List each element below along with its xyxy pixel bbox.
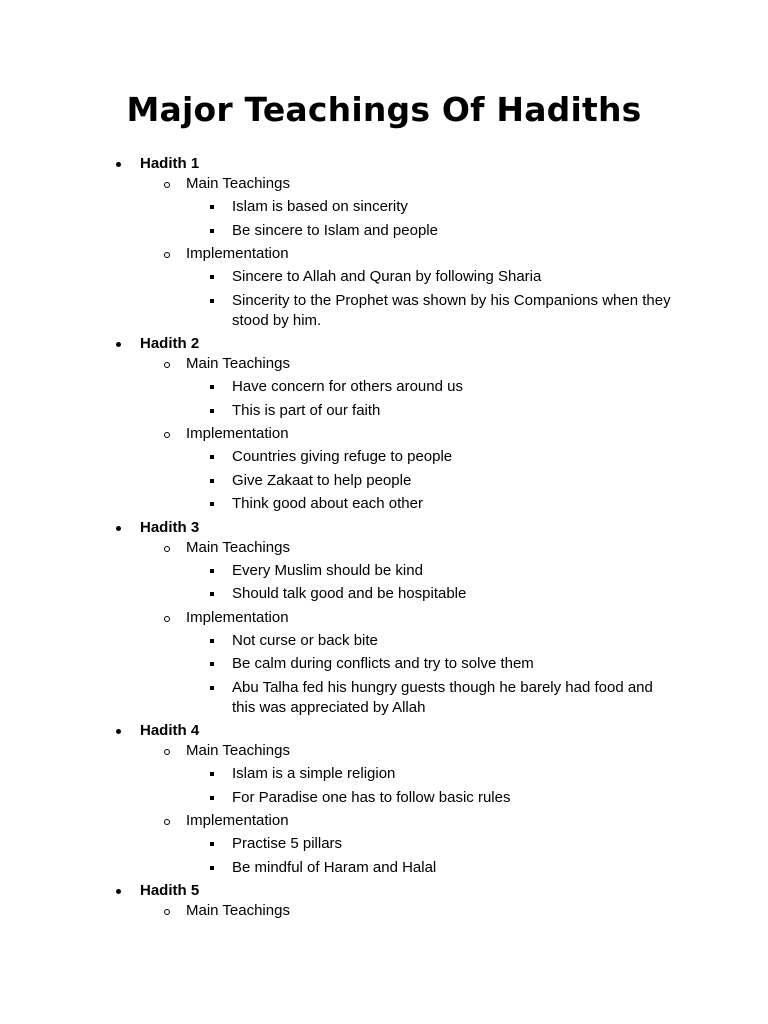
point-item <box>232 561 677 581</box>
section-heading: Main Teachings <box>186 175 290 192</box>
bullet-square-icon <box>210 772 214 776</box>
section-item <box>186 174 768 241</box>
section-item <box>186 901 768 921</box>
bullet-circle-icon <box>164 616 170 622</box>
section-heading: Implementation <box>186 812 289 829</box>
point-text: Islam is a simple religion <box>232 765 396 782</box>
page-title: Major Teachings Of Hadiths <box>126 90 642 129</box>
bullet-square-icon <box>210 502 214 506</box>
hadith-heading: Hadith 1 <box>140 155 200 172</box>
section-item <box>186 741 768 808</box>
point-text: Be calm during conflicts and try to solve them <box>232 655 534 672</box>
point-list <box>232 374 768 421</box>
point-item <box>232 377 677 397</box>
point-item <box>232 858 677 878</box>
point-list <box>232 628 768 718</box>
point-item <box>232 654 677 674</box>
bullet-square-icon <box>210 569 214 573</box>
point-item <box>232 494 677 514</box>
section-item <box>186 424 768 514</box>
section-item <box>186 811 768 878</box>
point-item <box>232 678 677 718</box>
hadith-heading: Hadith 4 <box>140 722 200 739</box>
section-item <box>186 538 768 605</box>
section-heading: Implementation <box>186 608 289 626</box>
bullet-square-icon <box>210 275 214 279</box>
bullet-square-icon <box>210 299 214 303</box>
bullet-square-icon <box>210 455 214 459</box>
bullet-circle-icon <box>164 432 170 438</box>
bullet-disc-icon <box>116 162 121 167</box>
point-text: Not curse or back bite <box>232 631 378 649</box>
section-item <box>186 354 768 421</box>
bullet-circle-icon <box>164 909 170 915</box>
point-text: Practise 5 pillars <box>232 835 343 852</box>
bullet-square-icon <box>210 229 214 233</box>
bullet-disc-icon <box>116 729 121 734</box>
bullet-square-icon <box>210 866 214 870</box>
point-text: Countries giving refuge to people <box>232 448 453 465</box>
bullet-circle-icon <box>164 182 170 188</box>
bullet-circle-icon <box>164 819 170 825</box>
section-heading: Implementation <box>186 245 289 262</box>
bullet-square-icon <box>210 842 214 846</box>
bullet-square-icon <box>210 385 214 389</box>
point-text: Be mindful of Haram and Halal <box>232 858 437 876</box>
point-text: Abu Talha fed his hungry guests though he barely had food and this was appreciated by Allah <box>232 678 653 716</box>
point-item <box>232 401 677 421</box>
point-text: Give Zakaat to help people <box>232 471 412 489</box>
section-heading: Main Teachings <box>186 355 290 372</box>
point-list <box>232 831 768 878</box>
bullet-disc-icon <box>116 342 121 347</box>
bullet-disc-icon <box>116 889 121 894</box>
point-list <box>232 264 768 331</box>
point-item <box>232 447 677 467</box>
point-text: Should talk good and be hospitable <box>232 585 467 602</box>
point-text: For Paradise one has to follow basic rules <box>232 788 511 806</box>
bullet-disc-icon <box>116 526 121 531</box>
point-text: Islam is based on sincerity <box>232 198 408 215</box>
bullet-circle-icon <box>164 252 170 258</box>
bullet-circle-icon <box>164 362 170 368</box>
point-item <box>232 267 677 287</box>
point-list <box>232 761 768 808</box>
section-list <box>186 901 768 921</box>
bullet-square-icon <box>210 796 214 800</box>
hadith-item <box>140 721 768 878</box>
hadith-item <box>140 334 768 514</box>
section-list <box>186 354 768 514</box>
bullet-square-icon <box>210 592 214 596</box>
point-item <box>232 291 677 331</box>
point-text: Have concern for others around us <box>232 378 463 395</box>
section-list <box>186 538 768 718</box>
point-item <box>232 197 677 217</box>
bullet-square-icon <box>210 409 214 413</box>
point-item <box>232 764 677 784</box>
point-item <box>232 631 677 651</box>
point-text: Every Muslim should be kind <box>232 561 423 579</box>
hadith-heading: Hadith 5 <box>140 882 200 899</box>
bullet-square-icon <box>210 205 214 209</box>
point-item <box>232 788 677 808</box>
hadith-list <box>0 154 768 921</box>
hadith-heading: Hadith 3 <box>140 518 200 536</box>
section-item <box>186 244 768 331</box>
section-heading: Main Teachings <box>186 902 290 919</box>
section-list <box>186 174 768 331</box>
section-list <box>186 741 768 878</box>
section-heading: Main Teachings <box>186 742 290 759</box>
point-text: Sincerity to the Prophet was shown by his Companions when they stood by him. <box>232 291 671 329</box>
hadith-item <box>140 518 768 718</box>
point-text: This is part of our faith <box>232 401 381 419</box>
section-heading: Main Teachings <box>186 538 290 556</box>
point-text: Sincere to Allah and Quran by following Sharia <box>232 268 542 285</box>
bullet-square-icon <box>210 479 214 483</box>
hadith-item <box>140 881 768 921</box>
point-text: Think good about each other <box>232 495 423 512</box>
bullet-circle-icon <box>164 546 170 552</box>
bullet-square-icon <box>210 662 214 666</box>
point-list <box>232 444 768 514</box>
bullet-circle-icon <box>164 749 170 755</box>
section-heading: Implementation <box>186 425 289 442</box>
hadith-heading: Hadith 2 <box>140 335 200 352</box>
point-text: Be sincere to Islam and people <box>232 221 438 239</box>
bullet-square-icon <box>210 639 214 643</box>
hadith-item <box>140 154 768 331</box>
point-list <box>232 194 768 241</box>
section-item <box>186 608 768 718</box>
point-item <box>232 584 677 604</box>
bullet-square-icon <box>210 686 214 690</box>
point-item <box>232 221 677 241</box>
point-item <box>232 834 677 854</box>
point-item <box>232 471 677 491</box>
point-list <box>232 558 768 605</box>
